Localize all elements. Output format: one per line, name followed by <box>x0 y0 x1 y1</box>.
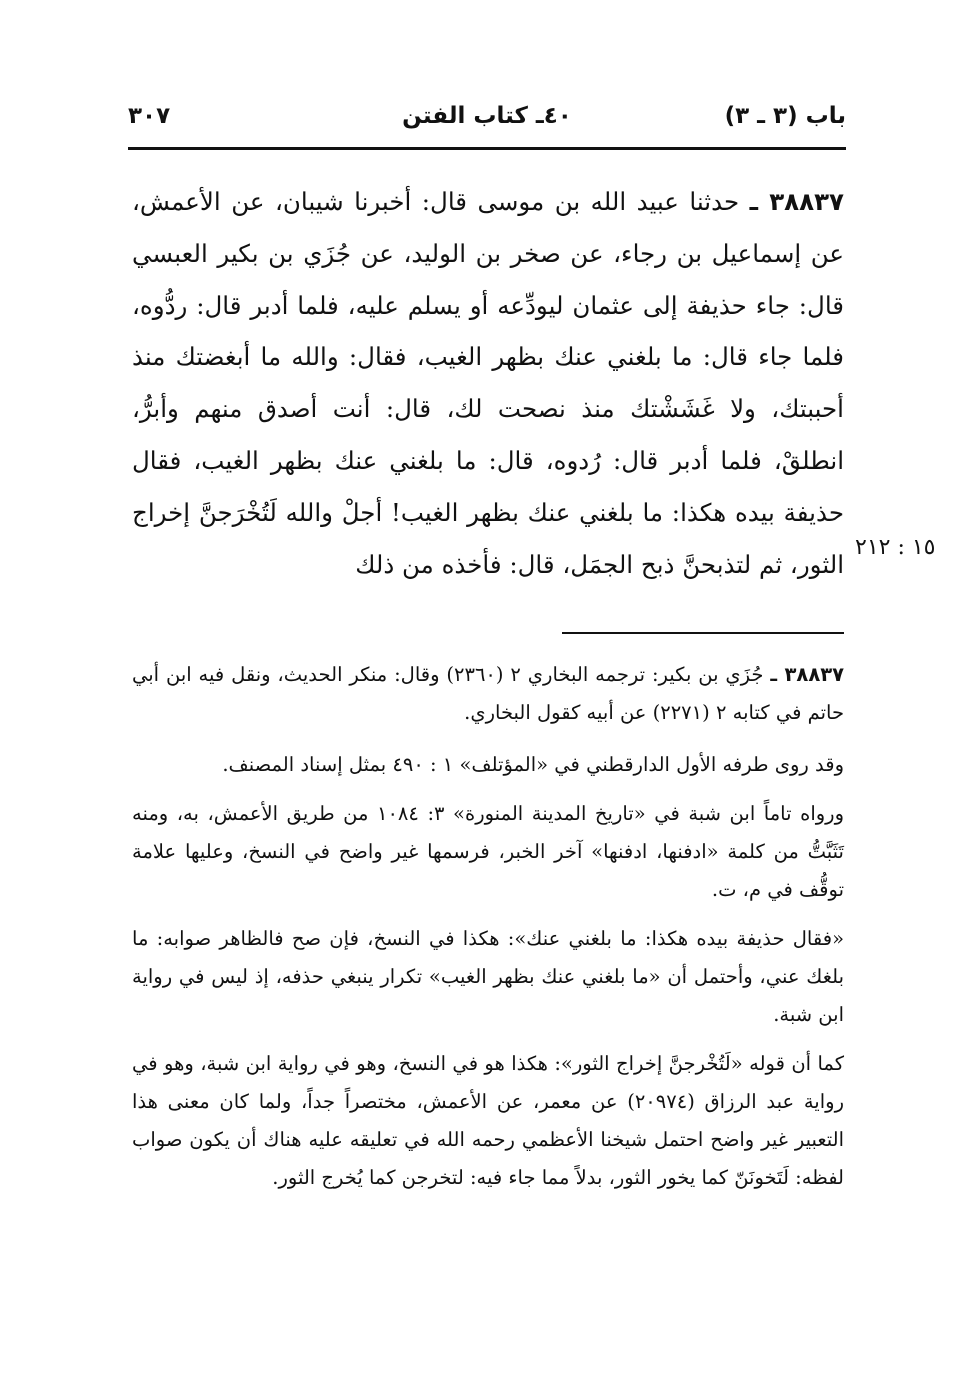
header-divider <box>128 147 846 150</box>
footnote-number: ٣٨٨٣٧ ـ <box>770 663 845 686</box>
margin-reference: ١٥ : ٢١٢ <box>855 535 936 560</box>
footnote-text: جُزَي بن بكير: ترجمه البخاري ٢ (٢٣٦٠) وقال: منكر الحديث، ونقل فيه ابن أبي حاتم في كتابه ٢ (٢٢٧١) عن أبيه كقول البخاري. <box>132 663 844 724</box>
book-title: ٤٠ـ كتاب الفتن <box>402 103 572 129</box>
hadith-number: ٣٨٨٣٧ ـ <box>749 187 844 216</box>
footnote-paragraph: «فقال حذيفة بيده هكذا: ما بلغني عنك»: هكذا في النسخ، فإن صح فالظاهر صوابه: ما بلغك عني، وأحتمل أن «ما بلغني عنك بظهر الغيب» تكرار ينبغي حذفه، إذ ليس في رواية ابن شبة. <box>132 927 844 1026</box>
footnote-paragraph: ورواه تاماً ابن شبة في «تاريخ المدينة المنورة» ٣: ١٠٨٤ من طريق الأعمش، به، ومنه تَثَبَّتُّ من كلمة «ادفنها، ادفنها» آخر الخبر، فرسمها غير واضح في النسخ، وعليها علامة توقُّف في م، ت. <box>132 802 844 901</box>
page-header <box>128 98 846 142</box>
chapter-label: باب (٣ ـ ٣) <box>724 103 846 129</box>
main-text <box>132 176 844 590</box>
page-number: ٣٠٧ <box>128 103 171 129</box>
hadith-paragraph <box>132 176 844 590</box>
hadith-text: حدثنا عبيد الله بن موسى قال: أخبرنا شيبان، عن الأعمش، عن إسماعيل بن رجاء، عن صخر بن الوليد، عن جُزَي بن بكير العبسي قال: جاء حذيفة إلى عثمان ليودِّعه أو يسلم عليه، فلما أدبر قال: ردُّوه، فلما جاء قال: ما بلغني عنك بظهر الغيب، فقال: والله ما أبغضتك منذ أحببتك، ولا غَشَشْتك منذ نصحت لك، قال: أنت أصدق منهم وأبرُّ، انطلقْ، فلما أدبر قال: رُدوه، قال: ما بلغني عنك بظهر الغيب، فقال حذيفة بيده هكذا: ما بلغني عنك بظهر الغيب! أجلْ والله لَتُخْرَجنَّ إخراج الثور، ثم لتذبحنَّ ذبح الجمَل، قال: فأخذه من ذلك <box>132 187 844 579</box>
footnotes <box>132 656 844 1208</box>
footnote-paragraph: كما أن قوله «لَتُخْرجنَّ إخراج الثور»: هكذا هو في النسخ، وهو في رواية ابن شبة، وهو في رواية عبد الرزاق (٢٠٩٧٤) عن معمر، عن الأعمش، مختصراً جداً، ولما كان معنى هذا التعبير غير واضح احتمل شيخنا الأعظمي رحمه الله في تعليقه عليه هناك أن يكون صواب لفظه: لَتَخونَنّ كما يخور الثور، بدلاً مما جاء فيه: لتخرجن كما يُخرج الثور. <box>132 1052 844 1189</box>
footnote-paragraph: وقد روى طرفه الأول الدارقطني في «المؤتلف» ١ : ٤٩٠ بمثل إسناد المصنف. <box>222 753 844 776</box>
footnote-divider <box>562 632 844 634</box>
footnote-paragraph <box>132 656 844 732</box>
